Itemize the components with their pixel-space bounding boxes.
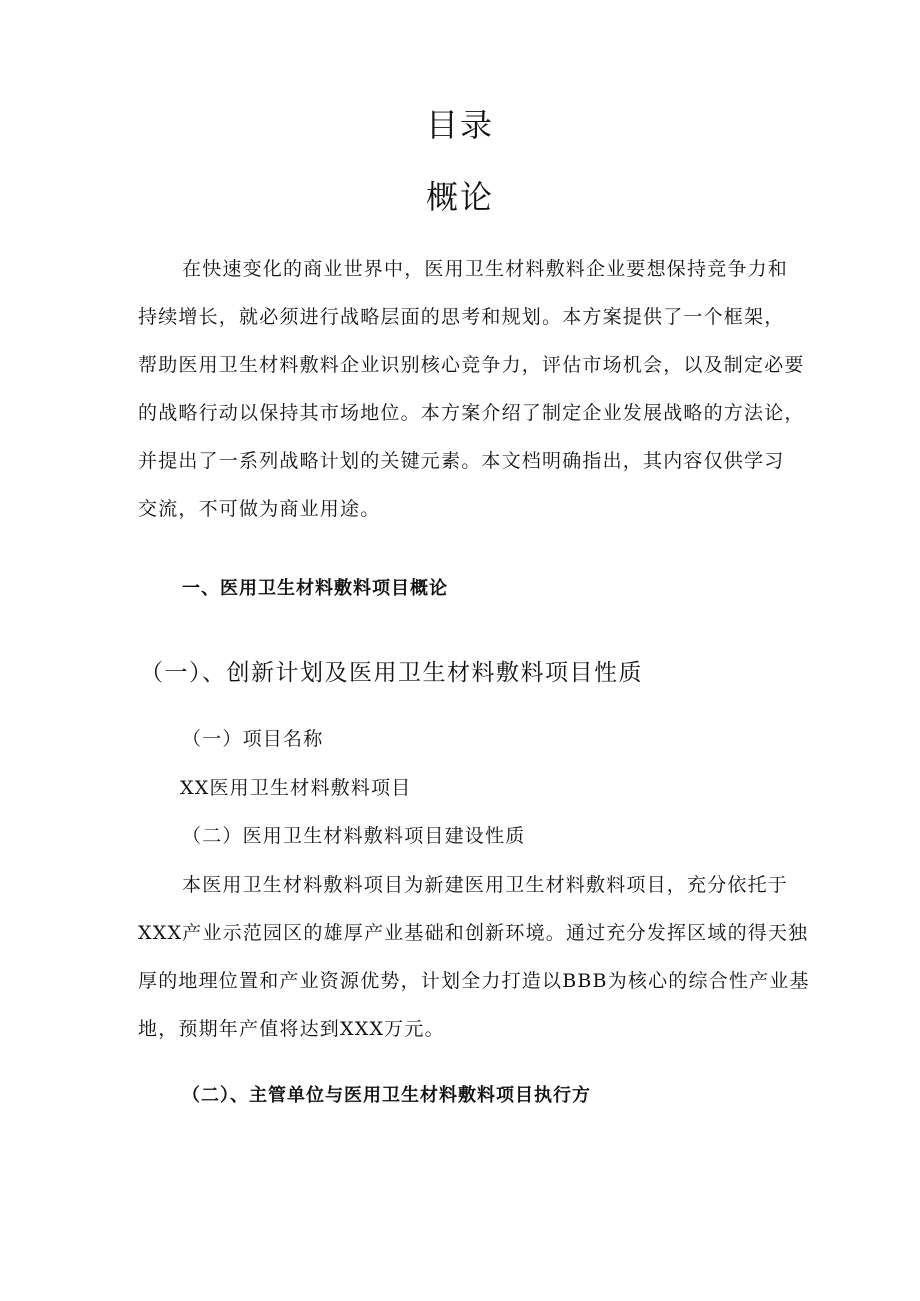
item-label-construction-nature: （二）医用卫生材料敷料项目建设性质 [182, 825, 526, 847]
intro-line: 并提出了一系列战略计划的关键元素。本文档明确指出，其内容仅供学习 [138, 450, 785, 472]
intro-line: 持续增长，就必须进行战略层面的思考和规划。本方案提供了一个框架， [138, 306, 785, 328]
intro-line: 交流，不可做为商业用途。 [138, 498, 381, 520]
toc-title: 目录 [425, 106, 494, 144]
paragraph-line: 地，预期年产值将达到XXX万元。 [138, 1018, 445, 1040]
paragraph-line: 厚的地理位置和产业资源优势，计划全力打造以BBB为核心的综合性产业基 [138, 970, 810, 992]
subsection-heading: （二）、主管单位与医用卫生材料敷料项目执行方 [182, 1085, 591, 1106]
project-name-value: XX医用卫生材料敷料项目 [180, 777, 412, 799]
intro-line: 的战略行动以保持其市场地位。本方案介绍了制定企业发展战略的方法论， [138, 402, 805, 424]
paragraph-line: 本医用卫生材料敷料项目为新建医用卫生材料敷料项目，充分依托于 [182, 874, 789, 896]
intro-line: 帮助医用卫生材料敷料企业识别核心竞争力，评估市场机会，以及制定必要 [138, 354, 805, 376]
paragraph-line: XXX产业示范园区的雄厚产业基础和创新环境。通过充分发挥区域的得天独 [138, 922, 809, 944]
section-heading: 一、医用卫生材料敷料项目概论 [182, 578, 448, 599]
item-label-project-name: （一）项目名称 [182, 728, 324, 750]
intro-line: 在快速变化的商业世界中，医用卫生材料敷料企业要想保持竞争力和 [182, 258, 789, 280]
subsection-heading: （一）、创新计划及医用卫生材料敷料项目性质 [140, 660, 643, 686]
main-title: 概论 [425, 178, 494, 216]
